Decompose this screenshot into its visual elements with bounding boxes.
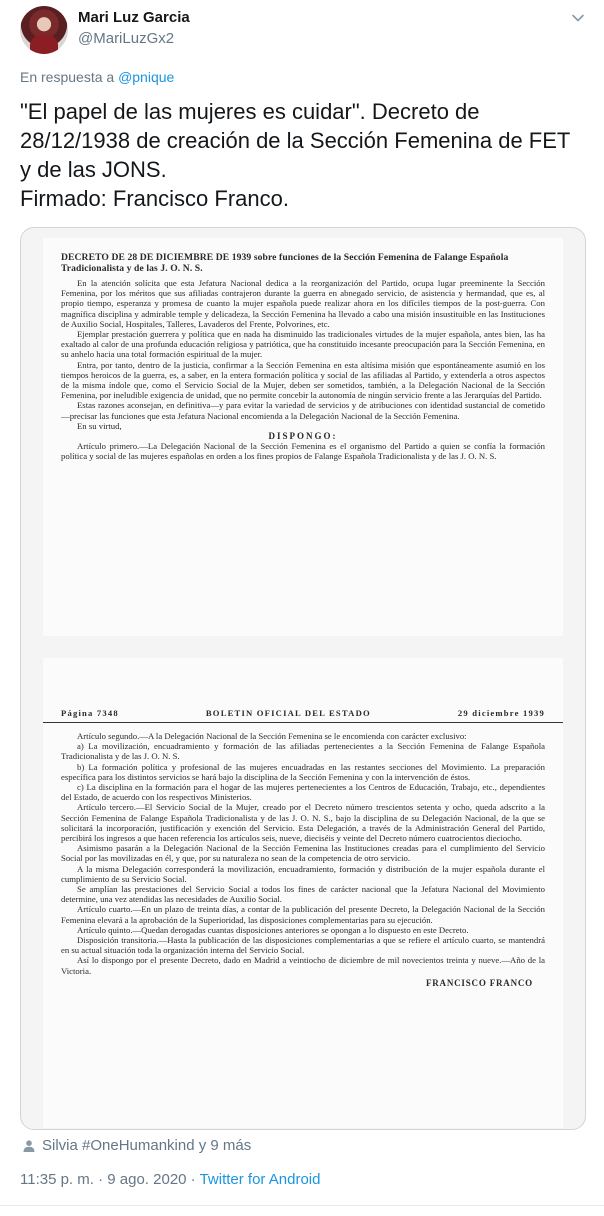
decree-paragraph: Artículo segundo.—A la Delegación Nacional de la Sección Femenina se le encomienda con carácter exclusivo:	[77, 731, 467, 741]
tweet-text-line: y de las JONS.	[20, 157, 167, 182]
decree-paragraph: Disposición transitoria.—Hasta la publicación de las disposiciones complementarias a que se refiere el artículo cuarto, se mantendrá en su actual situación toda la organización interna del Servicio Social.	[61, 935, 545, 956]
decree-paragraph: Así lo dispongo por el presente Decreto, dado en Madrid a veintiocho de diciembre de mil novecientos treinta y nueve.—Año de la Victoria.	[61, 955, 545, 976]
liked-by-row[interactable]	[22, 1137, 251, 1154]
decree-paragraph: a) La movilización, encuadramiento y formación de las afiliadas pertenecientes a la Sección Femenina de Falange Española Tradicionalista y de las J. O. N. S.	[61, 741, 545, 762]
boe-header	[43, 658, 563, 723]
decree-paragraph: Artículo tercero.—El Servicio Social de la Mujer, creado por el Decreto número trescientos setenta y ocho, queda adscrito a la Sección Femenina de Falange Española Tradicionalista y de las J. O. N. S., bajo la disciplina de su Delegación Nacional, de la que se solicitará la incorporación, justificación y exención del Servicio. Esta Delegación, a través de la Administración General del Partido, percibirá los ingresos a que hacen referencia los artículos seis, nueve, dieciséis y veinte del Decreto número cuatrocientos dieciocho.	[61, 802, 545, 844]
decree-paragraph: Se amplían las prestaciones del Servicio Social a todos los fines de carácter nacional que la Jefatura Nacional del Movimiento determine, una vez atendidas las necesidades de Auxilio Social.	[61, 884, 545, 905]
decree-paragraph: En su virtud,	[77, 420, 122, 431]
decree-signature: FRANCISCO FRANCO	[425, 977, 533, 988]
tweet-text	[20, 97, 590, 213]
decree-paragraph: b) La formación política y profesional de las mujeres encuadradas en las restantes secciones del Movimiento. La preparación específica para los distintos servicios se hará bajo la disciplina de la Sección Femenina y con la intervención de éstos.	[61, 761, 545, 782]
tweet-meta	[20, 1171, 320, 1188]
decree-title: DECRETO DE 28 DE DICIEMBRE DE 1939 sobre funciones de la Sección Femenina de Falange Española Tradicionalista y de las J. O. N. S.	[61, 252, 509, 274]
decree-paragraph: Entra, por tanto, dentro de la justicia, confirmar a la Sección Femenina en esta altísima misión que espontáneamente asumió en los tiempos heroicos de la guerra, es, a saber, en la entera formación política y social de las afiliadas al Partido, y extenderla a otros aspectos de la misma índole que, como el Servicio Social de la Mujer, deben ser sometidos, también, a la Delegación Nacional de la Sección Femenina, por ineludible exigencia de unidad, que no permite concebir la autonomía de ningún servicio frente a las Jerarquías del Partido.	[61, 359, 545, 401]
decree-body-continued	[43, 727, 563, 976]
tweet-text-line: Firmado: Francisco Franco.	[20, 186, 289, 211]
decree-paragraph: Estas razones aconsejan, en definitiva—y para evitar la variedad de servicios y de atribuciones con identidad sustancial de cometido—precisar las funciones que esta Jefatura Nacional encomienda a la Delegación Nacional de la Sección Femenina.	[61, 400, 545, 421]
reply-context	[20, 69, 174, 85]
tweet-timestamp[interactable]: 11:35 p. m. · 9 ago. 2020 ·	[20, 1171, 196, 1188]
decree-body	[43, 274, 563, 462]
decree-paragraph: c) La disciplina en la formación para el hogar de las mujeres pertenecientes a los Centros de Educación, Trabajo, etc., dependientes del Estado, de acuerdo con los respectivos Ministerios.	[61, 782, 545, 803]
decree-paragraph: Artículo quinto.—Quedan derogadas cuantas disposiciones anteriores se opongan a lo dispuesto en este Decreto.	[77, 924, 469, 935]
tweet-text-line: "El papel de las mujeres es cuidar". Decreto de	[20, 99, 480, 124]
reply-prefix: En respuesta a	[20, 69, 115, 85]
document-page-1	[43, 238, 563, 636]
boe-page-number: Página 7348	[61, 708, 119, 718]
decree-paragraph: Artículo cuarto.—En un plazo de treinta días, a contar de la publicación del presente Decreto, la Delegación Nacional de la Sección Femenina elevará a la aprobación de la Superioridad, las disposiciones complementarias para su ejecución.	[61, 904, 545, 925]
chevron-down-icon[interactable]	[570, 10, 586, 26]
dispongo-heading: DISPONGO:	[268, 431, 338, 442]
user-icon	[22, 1139, 36, 1153]
boe-date: 29 diciembre 1939	[457, 708, 545, 718]
tweet-header	[0, 0, 604, 62]
tweet-source-link[interactable]: Twitter for Android	[199, 1171, 321, 1188]
reply-mention-link[interactable]: @pnique	[118, 69, 175, 85]
tweet-text-line: 28/12/1938 de creación de la Sección Femenina de FET	[20, 128, 571, 153]
tweet-media-image[interactable]	[20, 227, 586, 1130]
page-gap	[21, 640, 586, 656]
decree-paragraph: A la misma Delegación corresponderá la movilización, encuadramiento, formación y distribución de la mujer española durante el cumplimiento de su Servicio Social.	[61, 863, 545, 884]
liked-by-text[interactable]: Silvia #OneHumankind y 9 más	[42, 1137, 252, 1154]
decree-paragraph: En la atención solícita que esta Jefatura Nacional dedica a la reorganización del Partido, ocupa lugar preeminente la Sección Femenina, por los méritos que sus afiliadas contrajeron durante la guerra en abnegado servicio, de asistencia y hermandad, que es, al propio tiempo, esperanza y promesa de cuanto la mujer española puede realizar ahora en los difíciles tiempos de la post-guerra. Con magnífica disciplina y admirable temple y delicadeza, la Sección Femenina ha llevado a cabo una misión insustituible en las Instituciones de Auxilio Social, Hospitales, Talleres, Lavaderos del Frente, Polvorines, etc.	[61, 278, 545, 329]
decree-paragraph: Asimismo pasarán a la Delegación Nacional de la Sección Femenina las Instituciones creadas para el cumplimiento del Servicio Social por las movilizadas en él, y que, por su naturaleza no sean de la competencia de otro servicio.	[61, 843, 545, 864]
boe-title: BOLETIN OFICIAL DEL ESTADO	[205, 708, 371, 718]
author-name[interactable]: Mari Luz Garcia	[78, 9, 190, 26]
divider	[0, 1205, 604, 1206]
author-handle[interactable]: @MariLuzGx2	[78, 30, 175, 47]
document-page-2	[43, 658, 563, 1128]
decree-article: Artículo primero.—La Delegación Nacional de la Sección Femenina es el organismo del Partido a quien se confía la formación política y social de las mujeres españolas en orden a los fines propios de Falange Española Tradicionalista y de las J. O. N. S.	[61, 441, 545, 462]
decree-paragraph: Ejemplar prestación guerrera y política que en nada ha disminuido las tradicionales virtudes de la mujer española, antes bien, las ha exaltado al calor de una profunda educación religiosa y patriótica, que ha constituido incesante preocupación para la Sección Femenina, en su anhelo hacia una total formación espiritual de la mujer.	[61, 329, 545, 360]
avatar[interactable]	[20, 6, 68, 54]
